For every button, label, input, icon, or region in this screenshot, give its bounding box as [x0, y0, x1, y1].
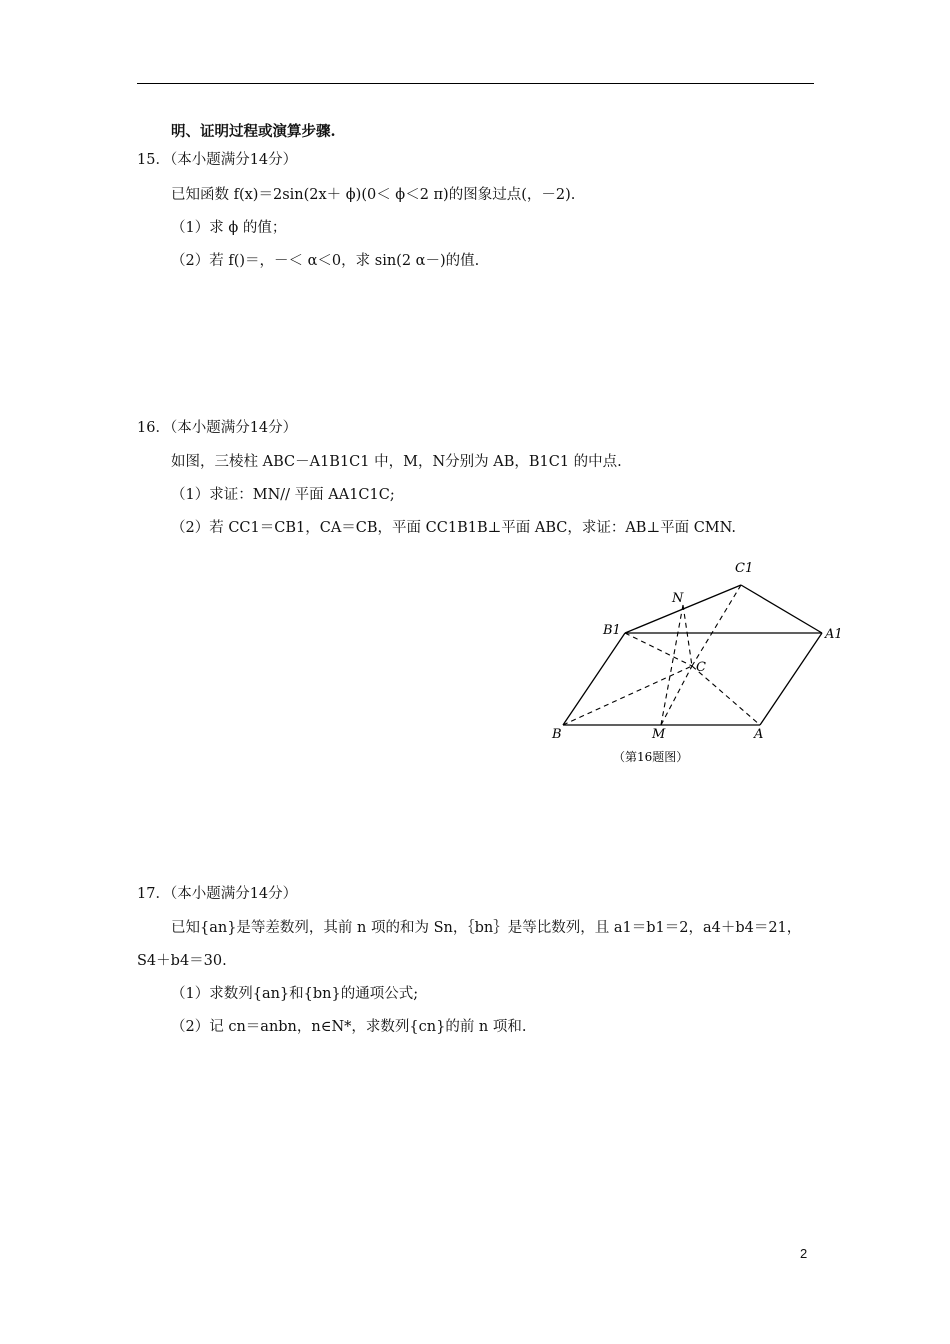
label-m: M: [652, 727, 666, 742]
figure-caption: （第16题图）: [613, 750, 689, 764]
edge-a1-a: [760, 633, 822, 725]
q17-part2: （2）记 cn＝anbn，n∈N*，求数列{cn}的前 n 项和.: [171, 1019, 527, 1035]
q15-stem: 已知函数 f(x)＝2sin(2x＋ ϕ)(0＜ ϕ＜2 π)的图象过点(，－2).: [171, 187, 576, 203]
label-b1: B1: [603, 623, 621, 638]
prism-figure: [545, 555, 845, 770]
q16-header: 16．（本小题满分14分）: [137, 420, 298, 436]
q15-part1: （1）求 ϕ 的值；: [171, 220, 287, 236]
hidden-edge-b1-c: [625, 633, 692, 666]
label-a1: A1: [825, 627, 843, 642]
q15-header: 15．（本小题满分14分）: [137, 152, 298, 168]
q17-part1: （1）求数列{an}和{bn}的通项公式;: [171, 986, 419, 1002]
hidden-edge-c1-c: [692, 585, 741, 666]
hidden-segment-m-c: [661, 666, 692, 725]
q16-stem: 如图，三棱柱 ABC－A1B1C1 中，M，N分别为 AB，B1C1 的中点.: [171, 454, 622, 470]
edge-b1-b: [563, 633, 625, 725]
label-n: N: [672, 591, 684, 606]
q17-stem-line2: S4＋b4＝30.: [137, 953, 227, 969]
prism-diagram: [545, 555, 845, 770]
q16-part1: （1）求证：MN// 平面 AA1C1C;: [171, 487, 395, 503]
label-c1: C1: [735, 561, 754, 576]
section-intro: 明、证明过程或演算步骤.: [171, 123, 336, 140]
page-number: 2: [800, 1246, 808, 1261]
label-b: B: [552, 727, 562, 742]
label-a: A: [754, 727, 764, 742]
hidden-segment-n-c: [683, 605, 692, 666]
label-c: C: [696, 660, 706, 675]
q17-header: 17．（本小题满分14分）: [137, 886, 298, 902]
q17-stem-line1: 已知{an}是等差数列，其前 n 项的和为 Sn，｛bn｝是等比数列，且 a1＝b1＝2，a4＋b4＝21，: [171, 920, 802, 936]
hidden-segment-n-m: [661, 605, 683, 725]
header-rule: [137, 83, 814, 84]
edge-c1-a1: [741, 585, 822, 633]
q15-part2: （2）若 f()＝，－＜ α＜0，求 sin(2 α－)的值.: [171, 253, 480, 269]
q16-part2: （2）若 CC1＝CB1，CA＝CB，平面 CC1B1B⊥平面 ABC，求证：AB⊥平面 CMN.: [171, 520, 737, 536]
